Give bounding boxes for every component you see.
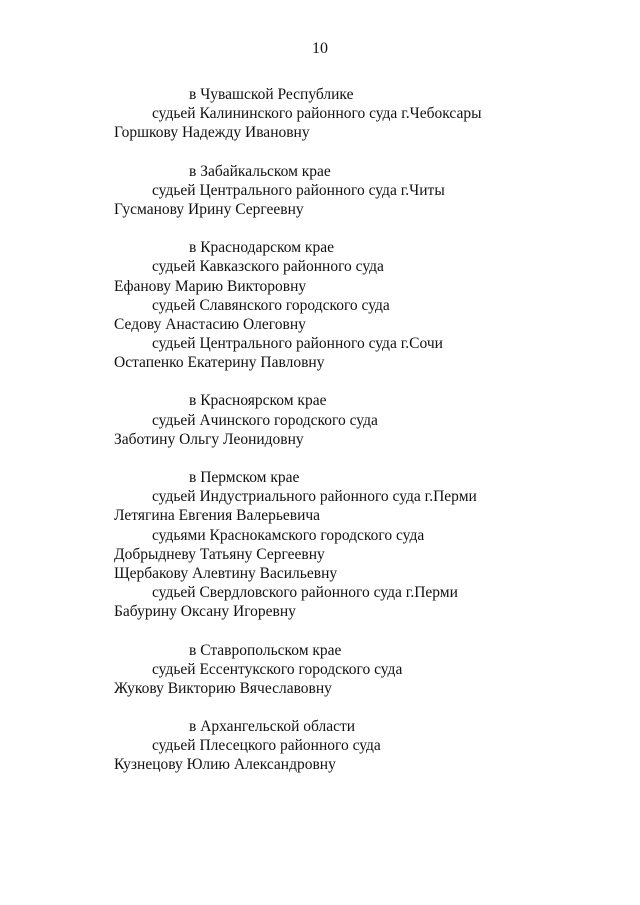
court-line: судьей Калининского районного суда г.Чебоксары (152, 105, 482, 123)
page-number: 10 (312, 40, 328, 57)
person-name: Ефанову Марию Викторовну (114, 277, 307, 295)
court-line: судьей Плесецкого районного суда (152, 737, 381, 755)
person-name: Седову Анастасию Олеговну (114, 315, 306, 333)
appointments-list (114, 85, 614, 794)
region-section (114, 468, 614, 622)
region-section (114, 238, 614, 372)
court-line: судьей Славянского городского суда (152, 296, 390, 314)
court-line: судьями Краснокамского городского суда (152, 526, 425, 544)
court-line: судьей Ачинского городского суда (152, 411, 378, 429)
region-heading: в Красноярском крае (189, 392, 327, 410)
region-section (114, 391, 614, 449)
person-name: Щербакову Алевтину Васильевну (114, 564, 338, 582)
person-name: Гусманову Ирину Сергеевну (114, 200, 304, 218)
region-heading: в Ставропольском крае (189, 641, 342, 659)
court-line: судьей Индустриального районного суда г.Перми (152, 488, 477, 506)
person-name: Добрыдневу Татьяну Сергеевну (114, 545, 325, 563)
person-name: Остапенко Екатерину Павловну (114, 354, 325, 372)
court-line: судьей Ессентукского городского суда (152, 660, 403, 678)
person-name: Кузнецову Юлию Александровну (114, 756, 336, 774)
region-heading: в Пермском крае (189, 469, 300, 486)
region-section (114, 85, 614, 143)
region-heading: в Забайкальском крае (189, 162, 331, 180)
person-name: Бабурину Оксану Игоревну (114, 603, 296, 621)
person-name: Горшкову Надежду Ивановну (114, 124, 310, 142)
court-line: судьей Центрального районного суда г.Сочи (152, 335, 443, 353)
region-heading: в Краснодарском крае (189, 239, 334, 257)
region-section (114, 717, 614, 775)
person-name: Заботину Ольгу Леонидовну (114, 430, 304, 448)
person-name: Летягина Евгения Валерьевича (114, 507, 321, 525)
court-line: судьей Центрального районного суда г.Читы (152, 181, 445, 199)
region-section (114, 162, 614, 220)
region-heading: в Чувашской Республике (189, 86, 354, 103)
person-name: Жукову Викторию Вячеславовну (114, 679, 332, 697)
region-heading: в Архангельской области (189, 718, 356, 736)
court-line: судьей Свердловского районного суда г.Перми (152, 584, 458, 602)
court-line: судьей Кавказского районного суда (152, 258, 384, 276)
region-section (114, 641, 614, 699)
